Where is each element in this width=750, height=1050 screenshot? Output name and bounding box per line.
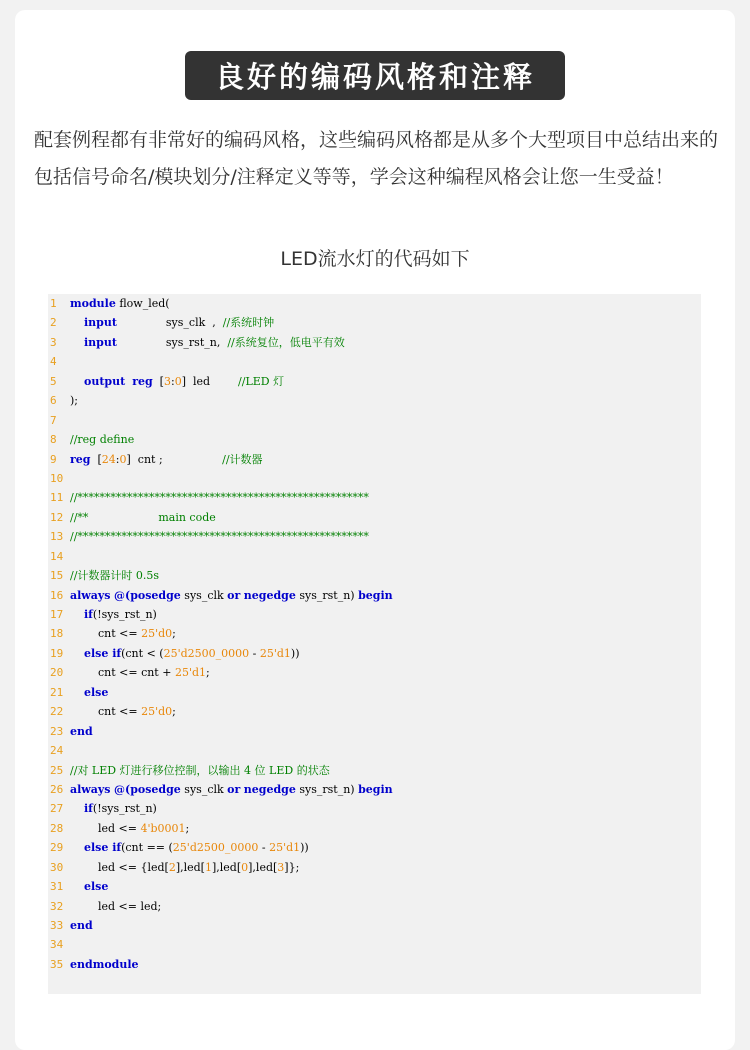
line-number: 10 — [50, 471, 64, 485]
code-text — [70, 527, 369, 546]
line-number: 14 — [50, 549, 64, 563]
line-number: 31 — [50, 880, 64, 894]
code-token: ],led[ — [175, 860, 205, 874]
code-token: negedge — [243, 782, 296, 796]
code-token: cnt <= cnt + — [70, 666, 175, 680]
code-token: @(posedge — [114, 588, 181, 602]
line-number: 15 — [50, 569, 64, 583]
code-token: sys_clk — [180, 782, 228, 796]
code-text — [70, 488, 369, 507]
code-token: [ — [90, 452, 102, 466]
code-token: - — [249, 646, 260, 660]
code-token: [ — [152, 374, 164, 388]
code-token: led <= — [70, 821, 141, 835]
code-text — [70, 586, 393, 605]
line-number: 33 — [50, 919, 64, 932]
code-token: 0 — [119, 452, 127, 466]
line-number: 32 — [50, 899, 64, 913]
code-token: ; — [172, 627, 176, 641]
title-banner — [185, 51, 565, 100]
code-token — [70, 336, 84, 349]
code-heading: LED流水灯的代码如下 — [280, 248, 470, 270]
code-text — [70, 722, 93, 741]
line-number: 34 — [50, 938, 64, 952]
code-text — [70, 838, 309, 857]
code-token: : — [115, 452, 120, 466]
code-token: 4'b0001 — [140, 821, 186, 835]
code-token: )) — [290, 646, 300, 660]
code-token: //系统复位，低电平有效 — [227, 335, 345, 349]
code-token: 25'd2500_0000 — [172, 841, 259, 855]
code-token: (!sys_rst_n) — [92, 802, 157, 816]
code-token: (cnt < ( — [121, 646, 164, 660]
code-token: 1 — [204, 860, 212, 874]
code-token: )) — [300, 841, 309, 855]
code-token: sys_rst_n, — [116, 335, 228, 349]
code-token — [70, 841, 84, 854]
code-text — [70, 799, 157, 818]
line-number: 21 — [50, 685, 64, 699]
line-number: 27 — [50, 802, 64, 816]
code-token: //***************************************************** — [70, 491, 369, 505]
line-number: 26 — [50, 782, 64, 796]
code-token: else — [84, 685, 109, 699]
line-number: 30 — [50, 860, 64, 874]
line-number: 23 — [50, 724, 64, 738]
code-token: if — [84, 608, 93, 621]
code-token: input — [84, 316, 117, 330]
code-token: //** main code — [70, 510, 216, 524]
page-title: 良好的编码风格和注释 — [214, 60, 535, 94]
code-token: ] cnt ; — [126, 452, 223, 466]
code-text — [70, 897, 161, 916]
line-number: 13 — [50, 530, 64, 544]
code-token: ; — [185, 821, 190, 835]
intro-paragraph — [34, 122, 744, 196]
code-token: cnt <= — [70, 627, 142, 641]
code-token: end — [70, 724, 93, 738]
code-token: negedge — [243, 588, 296, 602]
line-number: 9 — [50, 452, 57, 466]
code-token: begin — [358, 588, 393, 602]
code-text — [70, 916, 93, 935]
code-token: 25'd0 — [141, 705, 173, 719]
code-token: 24 — [101, 452, 116, 466]
code-token: cnt <= — [70, 705, 142, 719]
code-token — [70, 375, 84, 388]
line-number: 6 — [50, 394, 57, 408]
code-text — [70, 566, 159, 585]
code-token: always — [70, 782, 111, 796]
code-token: led <= {led[ — [70, 860, 169, 874]
code-token: 3 — [163, 374, 171, 388]
line-number: 24 — [50, 744, 64, 758]
code-token: - — [258, 841, 270, 855]
code-token: ); — [70, 394, 78, 408]
code-token: ] led — [181, 374, 239, 388]
code-token: always — [70, 588, 111, 602]
line-number: 2 — [50, 316, 57, 330]
code-token: ],led[ — [248, 860, 278, 874]
code-token: : — [170, 374, 175, 388]
line-number: 17 — [50, 608, 64, 621]
code-token: module — [70, 297, 116, 310]
code-text — [70, 508, 216, 527]
code-token: //***************************************************** — [70, 530, 369, 544]
code-token: reg — [70, 452, 91, 466]
code-token: else if — [84, 841, 122, 855]
line-number: 28 — [50, 821, 64, 835]
code-text — [70, 780, 393, 799]
line-number: 5 — [50, 374, 57, 388]
intro-line-2: 包括信号命名/模块划分/注释定义等等，学会这种编程风格会让您一生受益！ — [34, 166, 674, 188]
line-number: 1 — [50, 297, 57, 310]
code-token: sys_clk , — [116, 316, 223, 330]
code-text — [70, 663, 210, 682]
line-number: 4 — [50, 355, 57, 369]
code-text — [70, 819, 189, 838]
code-token: end — [70, 919, 93, 932]
code-token — [70, 647, 84, 660]
code-token: sys_clk — [180, 588, 228, 602]
line-number: 35 — [50, 957, 64, 971]
code-token — [70, 316, 84, 329]
line-number: 22 — [50, 705, 64, 719]
code-token: sys_rst_n) — [295, 782, 359, 796]
code-text — [70, 761, 330, 780]
code-token: endmodule — [70, 957, 139, 971]
code-token — [70, 686, 84, 699]
line-number: 3 — [50, 335, 57, 349]
code-token — [70, 880, 84, 893]
code-token: @(posedge — [114, 782, 181, 796]
code-text — [70, 955, 139, 974]
code-token: //LED 灯 — [238, 374, 285, 388]
code-text — [70, 858, 299, 877]
line-number: 7 — [50, 413, 57, 427]
code-token: flow_led( — [115, 297, 170, 310]
code-token: output — [84, 374, 126, 388]
code-token: begin — [358, 782, 393, 796]
code-token: //reg define — [70, 433, 135, 447]
code-token: led <= led; — [70, 899, 162, 913]
code-token: ; — [206, 666, 210, 680]
code-token: //计数器 — [222, 452, 263, 466]
line-number: 16 — [50, 588, 64, 602]
line-number: 12 — [50, 510, 64, 524]
code-text — [70, 624, 176, 643]
line-number: 25 — [50, 763, 64, 777]
code-text — [70, 877, 108, 896]
code-text — [70, 605, 157, 624]
code-text — [70, 683, 108, 702]
code-token: or — [227, 782, 241, 796]
code-token: (!sys_rst_n) — [92, 608, 157, 621]
code-text — [70, 702, 176, 721]
code-token: //对 LED 灯进行移位控制，以输出 4 位 LED 的状态 — [70, 763, 330, 777]
line-number: 20 — [50, 666, 64, 680]
code-token: //系统时钟 — [222, 316, 275, 330]
code-token: ],led[ — [211, 860, 242, 874]
code-token: else — [84, 880, 109, 894]
code-token: ; — [172, 705, 176, 719]
line-number: 29 — [50, 841, 64, 855]
line-number: 8 — [50, 433, 57, 447]
code-text — [70, 294, 170, 313]
code-token: input — [84, 335, 117, 349]
code-token: 0 — [174, 374, 182, 388]
code-text — [70, 333, 345, 352]
code-token: 0 — [241, 860, 249, 874]
code-token: else if — [84, 646, 122, 660]
code-token: if — [84, 802, 93, 816]
code-token: 2 — [168, 860, 176, 874]
code-token: 25'd1 — [174, 666, 207, 680]
code-token: sys_rst_n) — [295, 588, 359, 602]
code-token: (cnt == ( — [121, 841, 173, 855]
line-number: 11 — [50, 491, 64, 505]
code-token: reg — [132, 374, 153, 388]
code-token: 25'd2500_0000 — [163, 646, 250, 660]
code-text — [70, 391, 78, 410]
code-token: 25'd1 — [269, 841, 301, 855]
code-text — [70, 644, 300, 663]
code-token: 25'd0 — [141, 627, 173, 641]
intro-line-1: 配套例程都有非常好的编码风格，这些编码风格都是从多个大型项目中总结出来的 — [34, 129, 719, 151]
code-text — [70, 450, 263, 469]
code-token — [70, 802, 84, 815]
code-token: ]}; — [284, 860, 300, 874]
code-token — [70, 608, 84, 621]
code-token: 25'd1 — [259, 646, 291, 660]
code-text — [70, 313, 274, 332]
line-number: 18 — [50, 627, 64, 641]
code-text — [70, 372, 284, 391]
code-token: 3 — [277, 860, 285, 874]
code-block — [48, 294, 701, 994]
code-token: or — [227, 588, 241, 602]
code-token: //计数器计时 0.5s — [70, 569, 160, 583]
line-number: 19 — [50, 646, 64, 660]
code-text — [70, 430, 134, 449]
